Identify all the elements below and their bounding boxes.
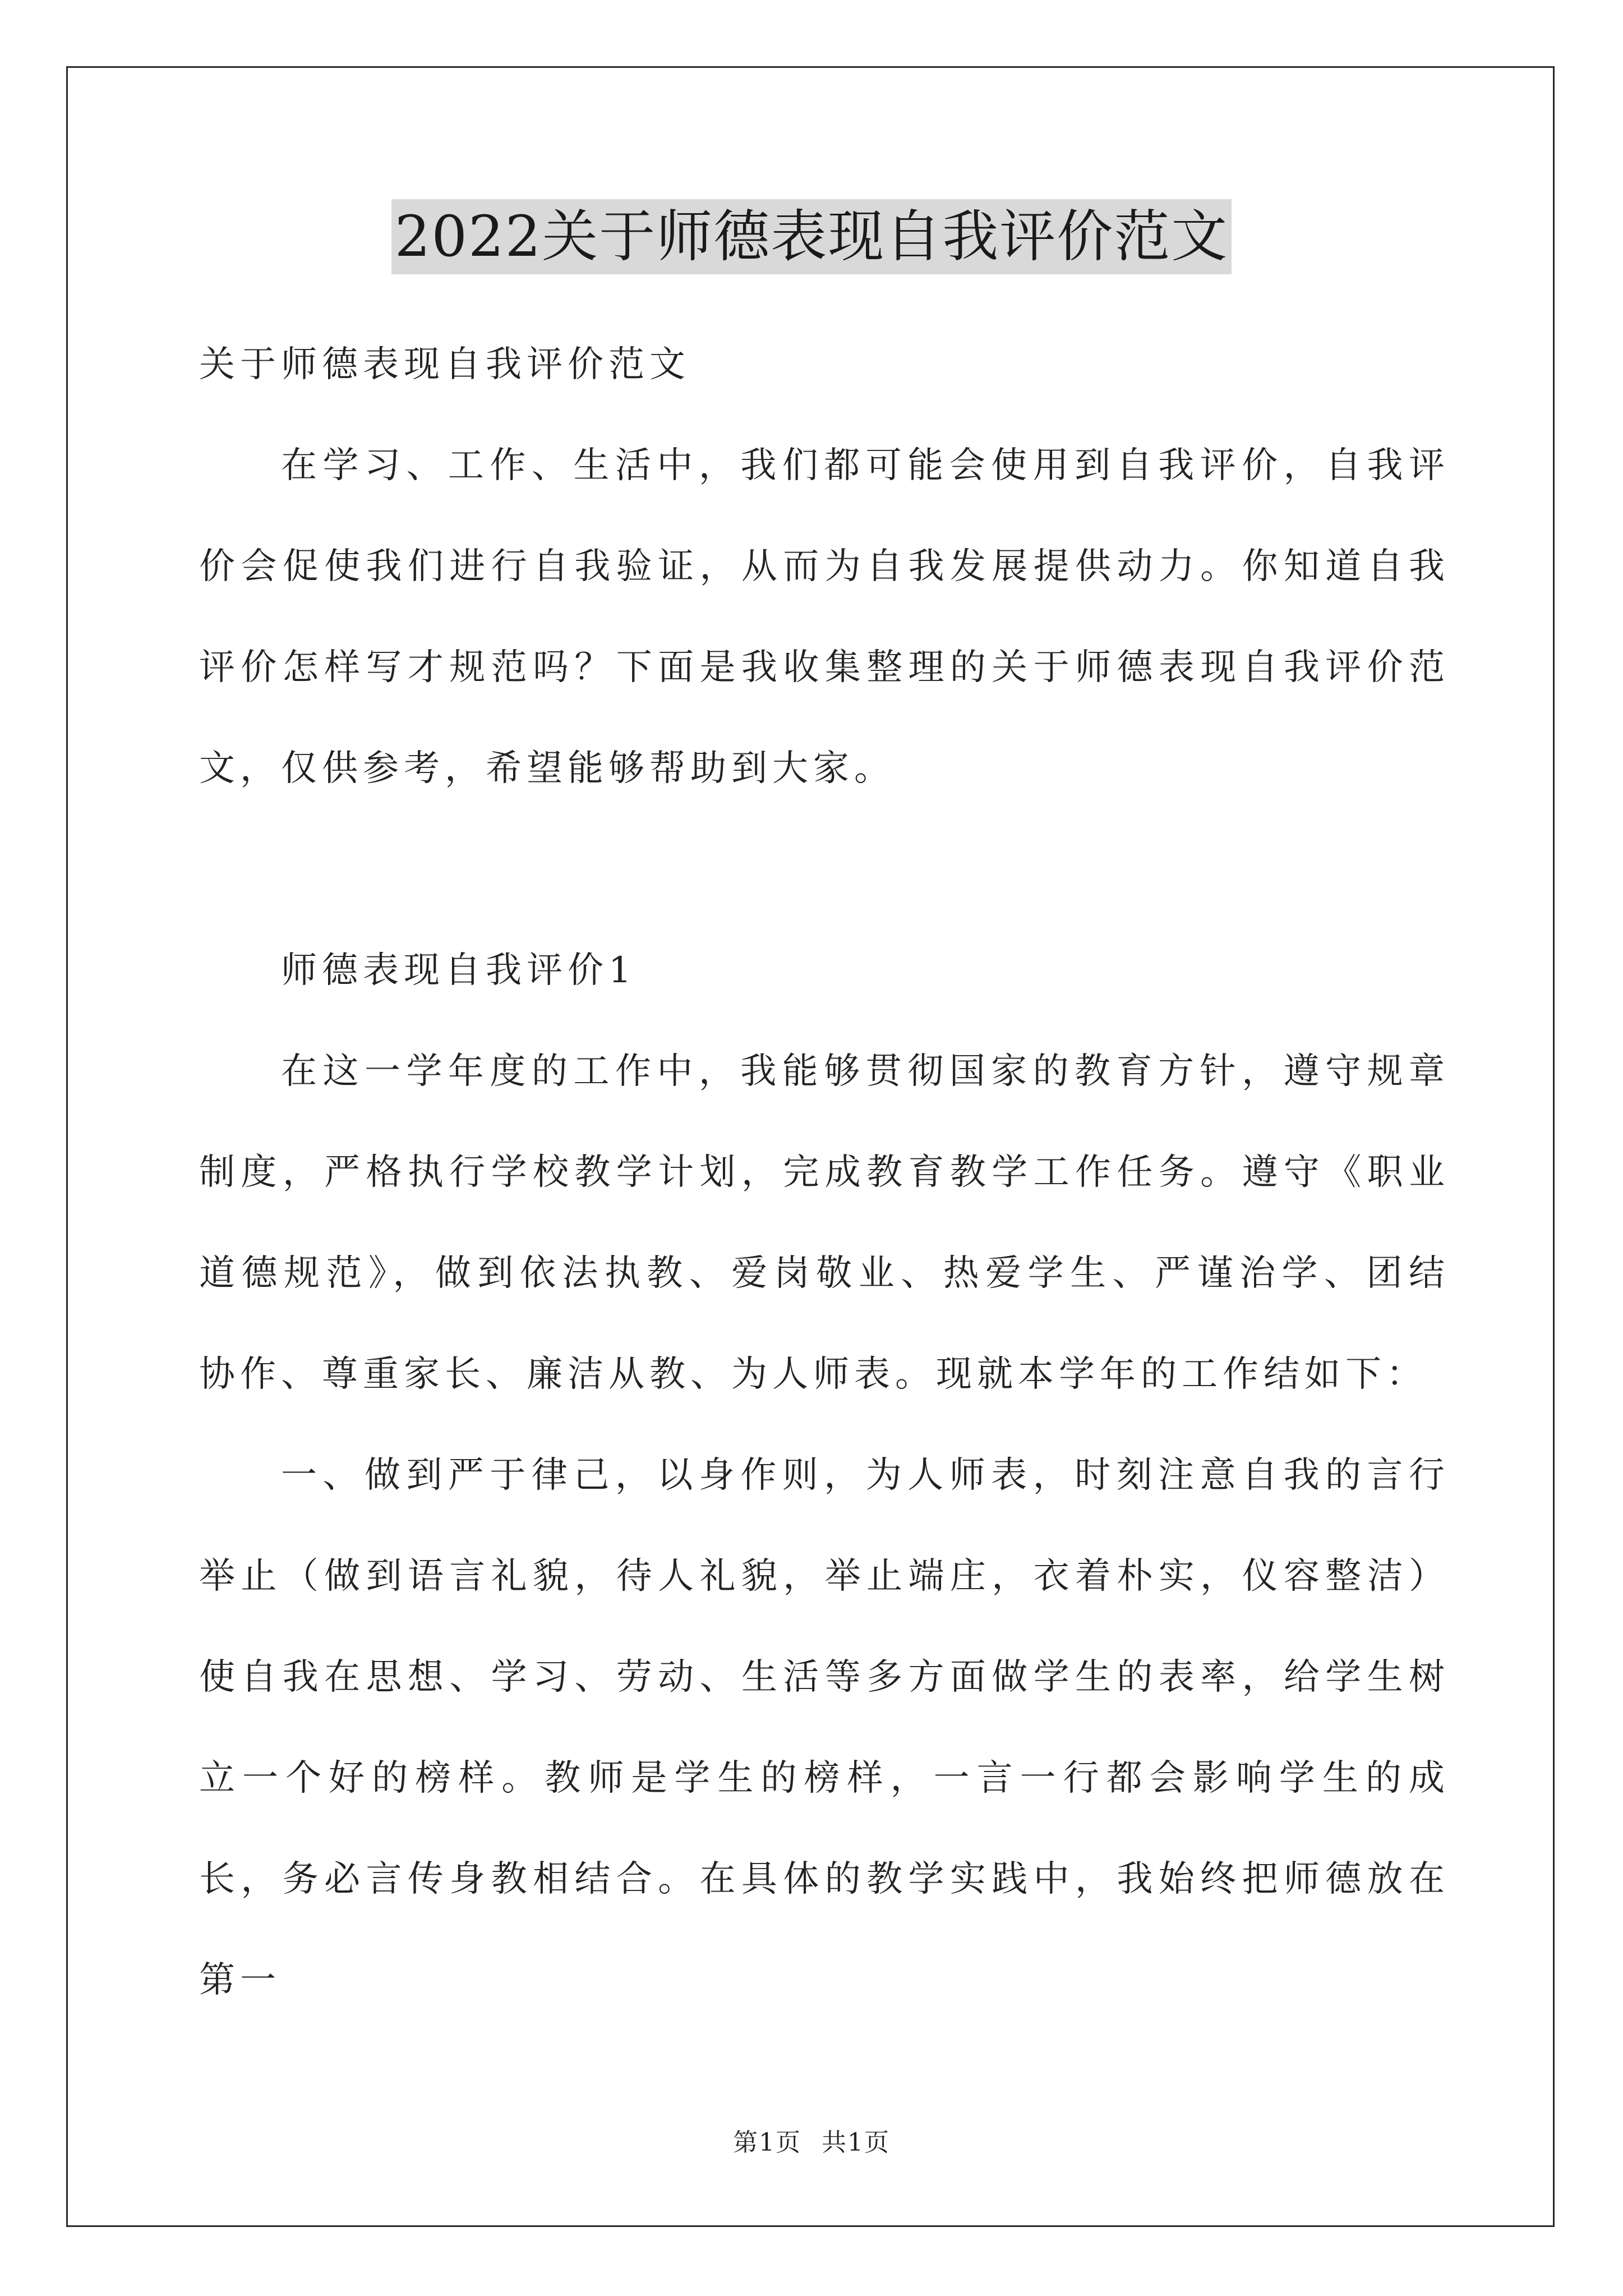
body-paragraph-2: 一、做到严于律己，以身作则，为人师表，时刻注意自我的言行举止（做到语言礼貌，待人礼貌，举止端庄，衣着朴实，仪容整洁）使自我在思想、学习、劳动、生活等多方面做学生的表率，给学生树立一个好的榜样。教师是学生的榜样，一言一行都会影响学生的成长，务必言传身教相结合。在具体的教学实践中，我始终把师德放在第一 <box>199 1455 1450 2001</box>
page-number-current: 第1页 <box>733 2128 801 2157</box>
page-number-total: 共1页 <box>822 2128 890 2157</box>
document-title: 2022关于师德表现自我评价范文 <box>391 199 1232 274</box>
document-body <box>199 314 1450 2031</box>
body-paragraph-1: 在这一学年度的工作中，我能够贯彻国家的教育方针，遵守规章制度，严格执行学校教学计划，完成教育教学工作任务。遵守《职业道德规范》，做到依法执教、爱岗敬业、热爱学生、严谨治学、团结协作、尊重家长、廉洁从教、为人师表。现就本学年的工作结如下： <box>199 1051 1450 1395</box>
title-container <box>0 199 1623 274</box>
section-heading: 师德表现自我评价1 <box>281 950 637 991</box>
document-subtitle: 关于师德表现自我评价范文 <box>199 344 690 385</box>
intro-paragraph: 在学习、工作、生活中，我们都可能会使用到自我评价，自我评价会促使我们进行自我验证，从而为自我发展提供动力。你知道自我评价怎样写才规范吗？下面是我收集整理的关于师德表现自我评价范文，仅供参考，希望能够帮助到大家。 <box>199 445 1450 789</box>
page-footer <box>0 2126 1623 2160</box>
